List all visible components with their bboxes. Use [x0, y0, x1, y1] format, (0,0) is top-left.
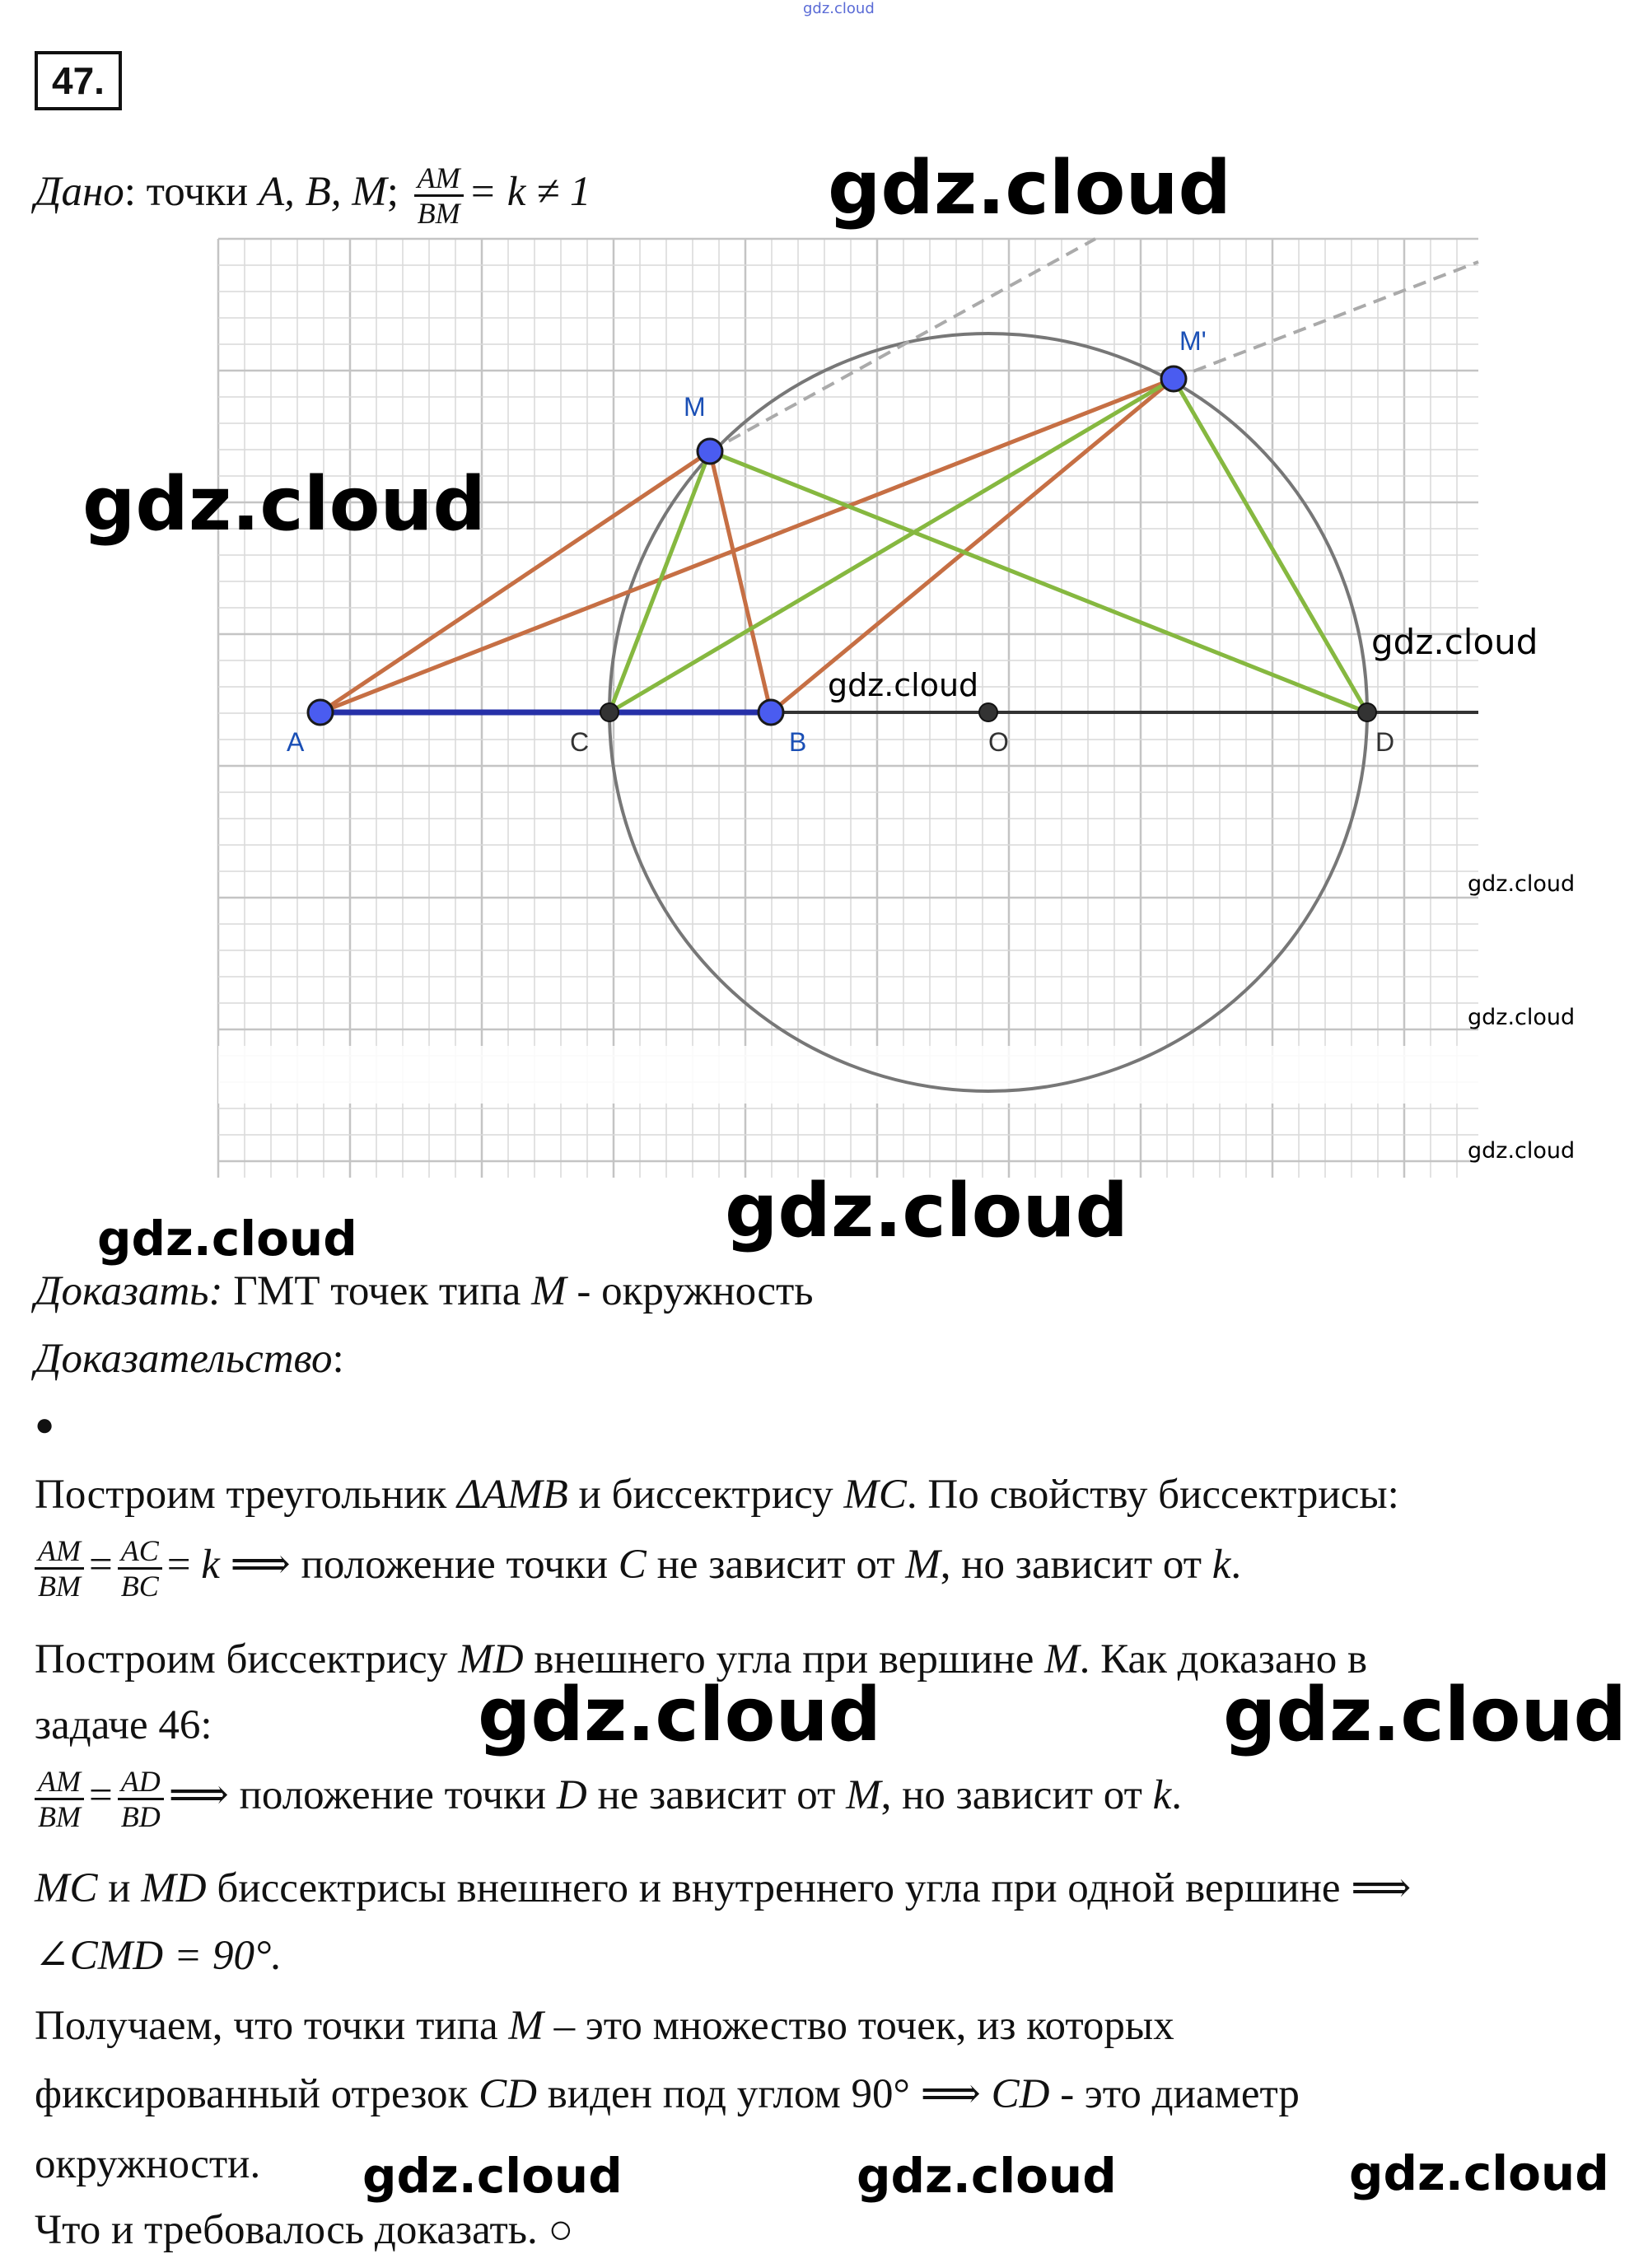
equals: = [88, 1542, 113, 1588]
point-d [1358, 703, 1376, 721]
fraction-ac-bc [118, 1534, 162, 1603]
text: - это диаметр [1049, 2071, 1300, 2117]
text: фиксированный отрезок [35, 2071, 479, 2117]
var-k: k [201, 1542, 220, 1588]
label-m: M [684, 392, 706, 422]
watermark: gdz.cloud [1468, 871, 1576, 897]
text: . Как доказано в [1079, 1636, 1368, 1682]
var-k: k [1152, 1772, 1172, 1818]
watermark: gdz.cloud [725, 1168, 1128, 1254]
triangle-name: ΔAMB [457, 1472, 568, 1518]
prove-line [35, 1267, 814, 1316]
grid [218, 239, 1478, 1178]
fraction-ad-bd [118, 1765, 164, 1833]
watermark: gdz.cloud [1468, 1005, 1576, 1030]
numerator: AC [118, 1534, 162, 1570]
proof-line-7: ∠CMD = 90°. [35, 1933, 282, 1979]
point-b [759, 700, 783, 725]
watermark: gdz.cloud [828, 667, 979, 703]
proof-line-11: Что и требовалось доказать. ○ [35, 2207, 574, 2253]
prove-var: M [531, 1268, 567, 1314]
text: не зависит от [586, 1772, 847, 1818]
var-m: M [1044, 1636, 1080, 1682]
denominator: BC [120, 1569, 159, 1603]
text: виден под углом 90° [536, 2071, 921, 2117]
proof-line-10: окружности. [35, 2141, 261, 2187]
watermark: gdz.cloud [478, 1672, 881, 1758]
watermark: gdz.cloud [97, 1211, 357, 1267]
segment-cd: CD [479, 2071, 537, 2117]
watermark: gdz.cloud [82, 461, 486, 548]
proof-line-9 [35, 2070, 1300, 2119]
denominator: BM [38, 1799, 81, 1833]
var-m: M [508, 2003, 544, 2049]
var-m: M [846, 1772, 881, 1818]
watermark: gdz.cloud [1371, 622, 1538, 662]
dashed-line [710, 239, 1095, 451]
text: биссектрисы внешнего и внутреннего угла при одной вершине ⟹ [206, 1865, 1412, 1911]
numerator: AM [35, 1765, 84, 1800]
green-segment [609, 379, 1174, 712]
given-points: A, B, M [258, 169, 387, 216]
given-sep: ; [386, 169, 399, 216]
text: внешнего угла при вершине [523, 1636, 1045, 1682]
watermark: gdz.cloud [1349, 2145, 1609, 2201]
proof-line-1 [35, 1470, 1399, 1519]
label-c: C [570, 727, 590, 757]
problem-number: 47. [35, 51, 122, 110]
text: Построим биссектрису [35, 1636, 459, 1682]
point-m [698, 439, 722, 464]
segment-mc: MC [35, 1865, 98, 1911]
segment-md: MD [141, 1865, 207, 1911]
figure-shapes [308, 239, 1478, 1091]
green-segment [1174, 379, 1367, 712]
label-a: A [287, 727, 305, 757]
bullet: ● [35, 1406, 55, 1443]
fraction-am-bm [35, 1534, 84, 1603]
label-b: B [789, 727, 807, 757]
given-label: Дано [35, 169, 124, 216]
numerator: AD [118, 1765, 164, 1800]
prove-label: Доказать: [35, 1268, 223, 1314]
watermark: gdz.cloud [857, 2148, 1117, 2204]
text: ⟹ положение точки [168, 1772, 557, 1818]
watermark: gdz.cloud [1468, 1138, 1576, 1164]
proof-label: Доказательство [35, 1336, 333, 1382]
given-frac-numerator: AM [414, 161, 464, 197]
proof-line-5 [35, 1758, 1182, 1833]
text: и биссектрису [567, 1472, 844, 1518]
text: . [1171, 1772, 1183, 1818]
given-text: : точки [124, 169, 259, 216]
watermark: gdz.cloud [1223, 1672, 1627, 1758]
proof-line-2 [35, 1528, 1241, 1603]
proof-line-4: задаче 46: [35, 1702, 212, 1748]
var-m: M [905, 1542, 941, 1588]
text: и [97, 1865, 142, 1911]
text: Получаем, что точки типа [35, 2003, 509, 2049]
numerator: AM [35, 1534, 84, 1570]
text: Построим треугольник [35, 1472, 458, 1518]
segment-md: MD [458, 1636, 524, 1682]
text: ⟹ положение точки [219, 1542, 619, 1588]
text: , но зависит от [940, 1542, 1212, 1588]
text: не зависит от [646, 1542, 906, 1588]
proof-colon: : [332, 1336, 344, 1382]
var-c: C [618, 1542, 647, 1588]
text: . По свойству биссектрисы: [906, 1472, 1399, 1518]
proof-line-6 [35, 1864, 1411, 1913]
fade-band [218, 1046, 1478, 1104]
var-k: k [1211, 1542, 1231, 1588]
text: . [1230, 1542, 1242, 1588]
point-a [308, 700, 333, 725]
given-frac-denominator: BM [417, 197, 460, 230]
proof-line-8 [35, 2001, 1174, 2051]
equals: = [166, 1542, 202, 1588]
implies: ⟹ [920, 2071, 992, 2117]
text: – это множество точек, из которых [543, 2003, 1174, 2049]
var-d: D [556, 1772, 587, 1818]
point-c [600, 703, 619, 721]
fraction-am-bm [35, 1765, 84, 1833]
segment-mc: MC [843, 1472, 907, 1518]
text: , но зависит от [880, 1772, 1153, 1818]
watermark: gdz.cloud [362, 2148, 623, 2204]
brown-segment [771, 379, 1174, 712]
prove-text-b: - окружность [566, 1268, 814, 1314]
label-mp: M' [1179, 326, 1207, 356]
given-tail: = k ≠ 1 [468, 169, 591, 216]
proof-heading [35, 1334, 344, 1384]
point-o [979, 703, 997, 721]
denominator: BM [38, 1569, 81, 1603]
header-watermark: gdz.cloud [803, 0, 875, 17]
label-o: O [988, 727, 1009, 757]
denominator: BD [120, 1799, 161, 1833]
point-mp [1161, 366, 1186, 391]
watermark: gdz.cloud [828, 145, 1231, 231]
prove-text-a: ГМТ точек типа [222, 1268, 532, 1314]
equals: = [88, 1772, 113, 1818]
segment-cd: CD [991, 2071, 1050, 2117]
label-d: D [1375, 727, 1395, 757]
